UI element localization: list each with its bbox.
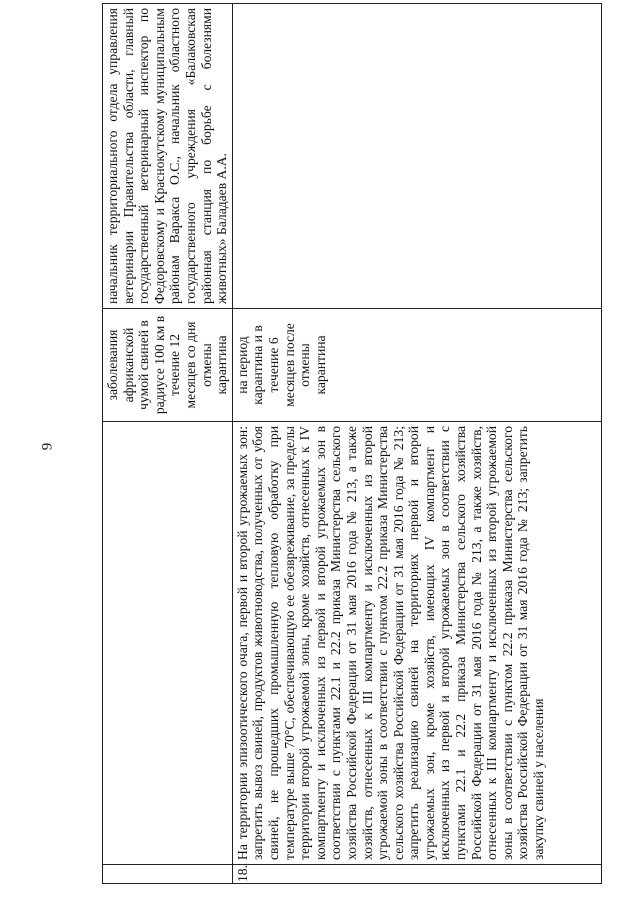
measures-table <box>102 3 602 884</box>
page-number: 9 <box>39 442 56 451</box>
measure-cell: На территории эпизоотического очага, первой и второй угрожаемых зон: запретить вывоз свиней, продуктов животноводства, полученных от убоя свиней, не прошедших промышленную тепловую обработку при температуре выше 70°С, обеспечивающую ее обезвреживание, за пределы территории второй угрожаемой зоны, кроме хозяйств, отнесенных к IV компартменту и исключенных из первой и второй угрожаемых зон в соответствии с пунктами 22.1 и 22.2 приказа Министерства сельского хозяйства Российской Федерации от 31 мая 2016 года № 213, а также хозяйств, отнесенных к III компартменту и исключенных из второй угрожаемой зоны в соответствии с пунктом 22.2 приказа Министерства сельского хозяйства Российской Федерации от 31 мая 2016 года № 213; запретить реализацию свиней на территориях первой и второй угрожаемых зон, кроме хозяйств, имеющих IV компартмент и исключенных из первой и второй угрожаемых зон в соответствии с пунктами 22.1 и 22.2 приказа Министерства сельского хозяйства Российской Федерации от 31 мая 2016 года № 213, а также хозяйств, отнесенных к III компартменту и исключенных из второй угрожаемой зоны в соответствии с пунктом 22.2 приказа Министерства сельского хозяйства Российской Федерации от 31 мая 2016 года № 213; запретить закупку свиней у населения <box>232 422 601 865</box>
responsible-cell <box>232 4 601 309</box>
responsible-cell: начальник территориального отдела управления ветеринарии Правительства области, главный государственный ветеринарный инспектор по Федоровскому и Краснокутскому муниципальным районам Варакса О.С., начальник областного государственного учреждения «Балаковская районная станция по борьбе с болезнями животных» Баладаев А.А. <box>103 4 233 309</box>
term-cell: на период карантина и в течение 6 месяцев после отмены карантина <box>232 309 601 422</box>
row-number-cell <box>103 865 233 884</box>
table-row <box>103 4 233 884</box>
row-number-cell: 18. <box>232 865 601 884</box>
rotated-table-container <box>102 8 602 884</box>
term-cell: заболевания африканской чумой свиней в радиусе 100 км в течение 12 месяцев со дня отмены карантина <box>103 309 233 422</box>
measure-cell <box>103 422 233 865</box>
table-row <box>232 4 601 884</box>
